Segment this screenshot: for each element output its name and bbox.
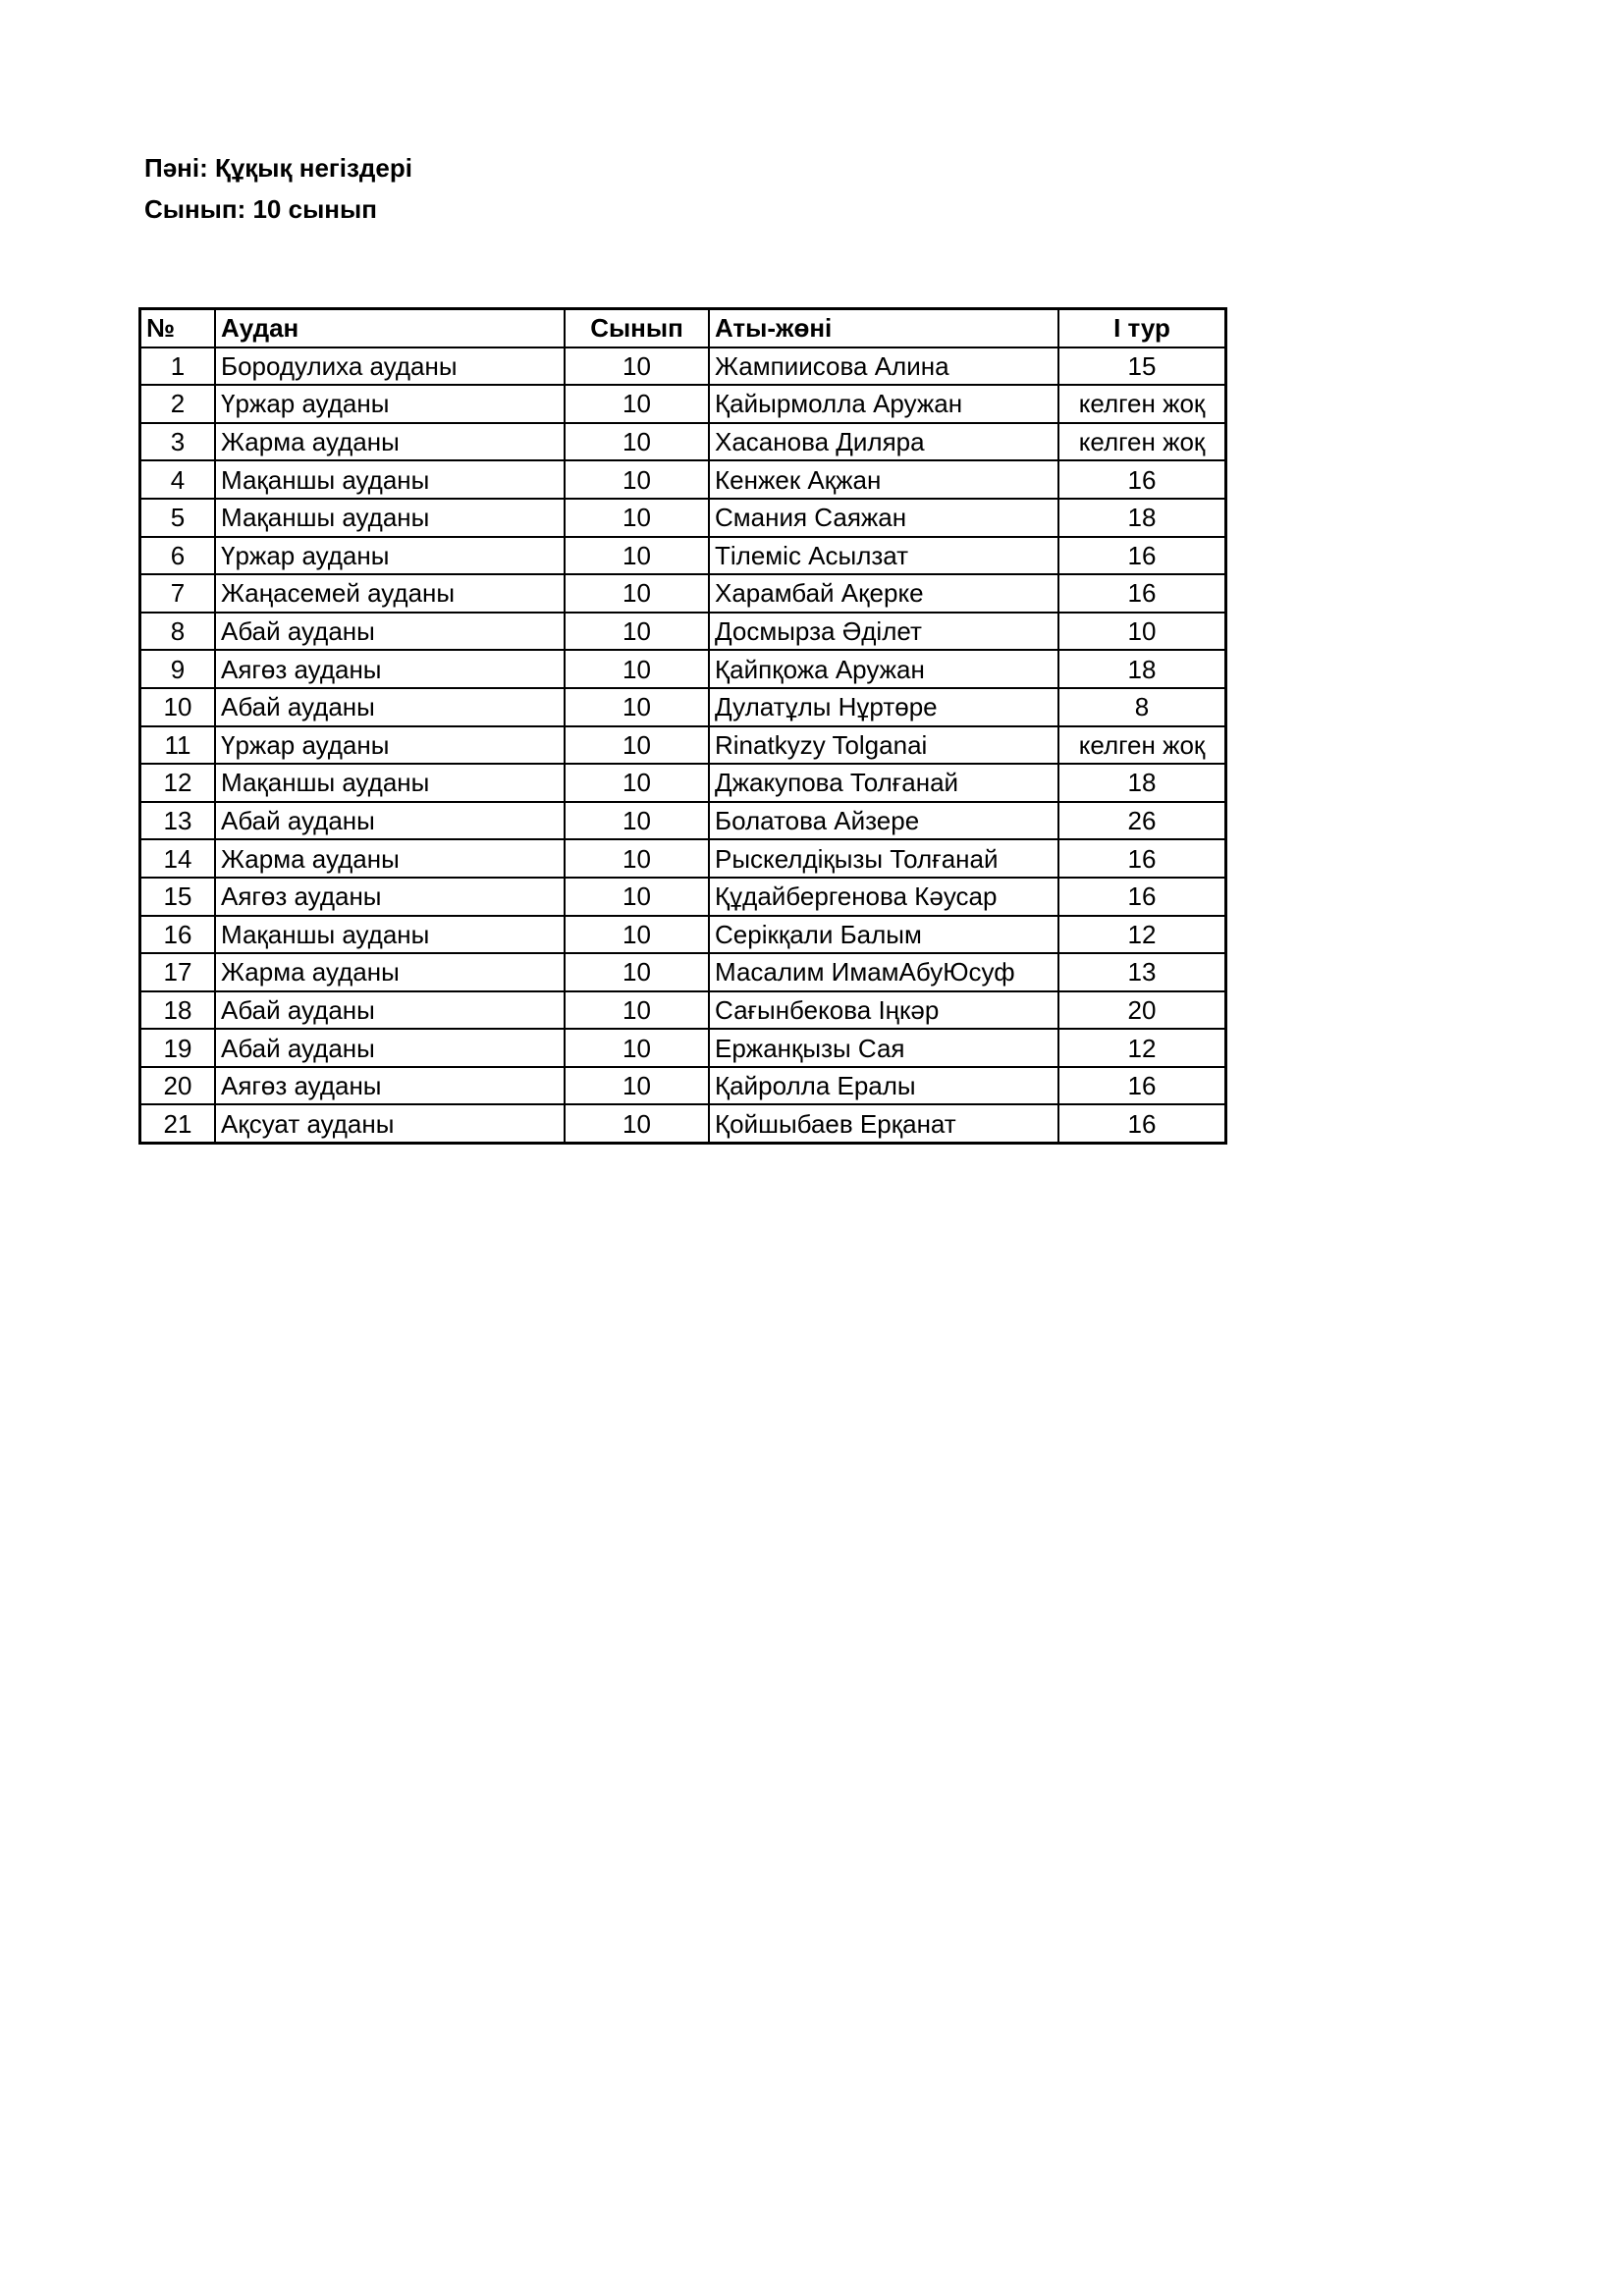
cell-round1: келген жоқ xyxy=(1058,726,1226,765)
document-header xyxy=(144,147,412,230)
cell-name: Қайырмолла Аружан xyxy=(709,385,1058,423)
table-row xyxy=(140,423,1226,461)
table-row xyxy=(140,347,1226,386)
cell-grade: 10 xyxy=(565,688,709,726)
table-row xyxy=(140,764,1226,802)
cell-round1: 16 xyxy=(1058,460,1226,499)
cell-number: 19 xyxy=(140,1029,216,1067)
column-header-round1: І тур xyxy=(1058,309,1226,347)
cell-name: Масалим ИмамАбуЮсуф xyxy=(709,953,1058,991)
cell-district: Жарма ауданы xyxy=(215,423,565,461)
table-row xyxy=(140,726,1226,765)
cell-district: Абай ауданы xyxy=(215,991,565,1030)
cell-round1: 13 xyxy=(1058,953,1226,991)
table-row xyxy=(140,953,1226,991)
table-row xyxy=(140,537,1226,575)
cell-grade: 10 xyxy=(565,613,709,651)
cell-number: 11 xyxy=(140,726,216,765)
table-row xyxy=(140,839,1226,878)
cell-round1: 18 xyxy=(1058,499,1226,537)
column-header-grade: Сынып xyxy=(565,309,709,347)
cell-number: 4 xyxy=(140,460,216,499)
column-header-number: № xyxy=(140,309,216,347)
table-row xyxy=(140,1104,1226,1143)
cell-round1: 20 xyxy=(1058,991,1226,1030)
cell-name: Досмырза Әділет xyxy=(709,613,1058,651)
cell-name: Құдайбергенова Кәусар xyxy=(709,878,1058,916)
cell-grade: 10 xyxy=(565,1067,709,1105)
cell-district: Үржар ауданы xyxy=(215,385,565,423)
cell-grade: 10 xyxy=(565,460,709,499)
cell-grade: 10 xyxy=(565,537,709,575)
cell-name: Джакупова Толғанай xyxy=(709,764,1058,802)
cell-round1: 16 xyxy=(1058,1104,1226,1143)
cell-name: Қайролла Ералы xyxy=(709,1067,1058,1105)
cell-district: Мақаншы ауданы xyxy=(215,499,565,537)
table-row xyxy=(140,385,1226,423)
cell-number: 6 xyxy=(140,537,216,575)
cell-name: Рыскелдіқызы Толғанай xyxy=(709,839,1058,878)
cell-round1: 16 xyxy=(1058,878,1226,916)
table-row xyxy=(140,991,1226,1030)
cell-district: Жарма ауданы xyxy=(215,953,565,991)
cell-name: Харамбай Ақерке xyxy=(709,574,1058,613)
cell-district: Жарма ауданы xyxy=(215,839,565,878)
cell-round1: 12 xyxy=(1058,916,1226,954)
cell-district: Бородулиха ауданы xyxy=(215,347,565,386)
table-row xyxy=(140,1029,1226,1067)
cell-name: Болатова Айзере xyxy=(709,802,1058,840)
cell-grade: 10 xyxy=(565,1029,709,1067)
cell-district: Абай ауданы xyxy=(215,1029,565,1067)
cell-grade: 10 xyxy=(565,650,709,688)
cell-round1: 26 xyxy=(1058,802,1226,840)
cell-name: Жампиисова Алина xyxy=(709,347,1058,386)
cell-round1: 12 xyxy=(1058,1029,1226,1067)
cell-round1: 18 xyxy=(1058,650,1226,688)
cell-grade: 10 xyxy=(565,385,709,423)
cell-name: Rinatkyzy Tolganai xyxy=(709,726,1058,765)
table-row xyxy=(140,613,1226,651)
cell-district: Мақаншы ауданы xyxy=(215,764,565,802)
cell-name: Хасанова Диляра xyxy=(709,423,1058,461)
cell-number: 14 xyxy=(140,839,216,878)
cell-number: 7 xyxy=(140,574,216,613)
cell-round1: 10 xyxy=(1058,613,1226,651)
cell-grade: 10 xyxy=(565,991,709,1030)
cell-grade: 10 xyxy=(565,574,709,613)
cell-name: Қайпқожа Аружан xyxy=(709,650,1058,688)
cell-grade: 10 xyxy=(565,878,709,916)
cell-name: Сағынбекова Іңкәр xyxy=(709,991,1058,1030)
table-row xyxy=(140,460,1226,499)
cell-name: Смания Саяжан xyxy=(709,499,1058,537)
cell-district: Абай ауданы xyxy=(215,802,565,840)
cell-round1: 15 xyxy=(1058,347,1226,386)
table-body xyxy=(140,347,1226,1144)
cell-name: Қойшыбаев Ерқанат xyxy=(709,1104,1058,1143)
cell-number: 3 xyxy=(140,423,216,461)
cell-grade: 10 xyxy=(565,802,709,840)
cell-number: 9 xyxy=(140,650,216,688)
cell-grade: 10 xyxy=(565,423,709,461)
table-row xyxy=(140,650,1226,688)
cell-grade: 10 xyxy=(565,347,709,386)
cell-number: 1 xyxy=(140,347,216,386)
cell-district: Мақаншы ауданы xyxy=(215,460,565,499)
table-row xyxy=(140,688,1226,726)
cell-number: 2 xyxy=(140,385,216,423)
cell-round1: 16 xyxy=(1058,574,1226,613)
table-row xyxy=(140,574,1226,613)
cell-district: Абай ауданы xyxy=(215,688,565,726)
cell-grade: 10 xyxy=(565,764,709,802)
cell-grade: 10 xyxy=(565,953,709,991)
cell-round1: 16 xyxy=(1058,839,1226,878)
table-row xyxy=(140,499,1226,537)
table-row xyxy=(140,1067,1226,1105)
table-row xyxy=(140,802,1226,840)
column-header-district: Аудан xyxy=(215,309,565,347)
table-row xyxy=(140,878,1226,916)
cell-district: Аягөз ауданы xyxy=(215,878,565,916)
cell-district: Жаңасемей ауданы xyxy=(215,574,565,613)
cell-district: Үржар ауданы xyxy=(215,537,565,575)
cell-grade: 10 xyxy=(565,1104,709,1143)
cell-round1: 16 xyxy=(1058,537,1226,575)
cell-district: Абай ауданы xyxy=(215,613,565,651)
cell-number: 18 xyxy=(140,991,216,1030)
cell-number: 20 xyxy=(140,1067,216,1105)
cell-name: Тілеміс Асылзат xyxy=(709,537,1058,575)
cell-number: 10 xyxy=(140,688,216,726)
grade-title: Сынып: 10 сынып xyxy=(144,194,377,224)
cell-number: 12 xyxy=(140,764,216,802)
subject-title: Пәні: Құқық негіздері xyxy=(144,153,412,183)
cell-round1: 18 xyxy=(1058,764,1226,802)
cell-district: Аягөз ауданы xyxy=(215,1067,565,1105)
column-header-name: Аты-жөні xyxy=(709,309,1058,347)
results-table xyxy=(138,307,1227,1145)
cell-district: Аягөз ауданы xyxy=(215,650,565,688)
cell-district: Мақаншы ауданы xyxy=(215,916,565,954)
cell-number: 17 xyxy=(140,953,216,991)
cell-round1: келген жоқ xyxy=(1058,423,1226,461)
cell-number: 16 xyxy=(140,916,216,954)
cell-name: Ержанқызы Сая xyxy=(709,1029,1058,1067)
cell-number: 15 xyxy=(140,878,216,916)
cell-grade: 10 xyxy=(565,726,709,765)
cell-number: 13 xyxy=(140,802,216,840)
table-header-row xyxy=(140,309,1226,347)
cell-district: Ақсуат ауданы xyxy=(215,1104,565,1143)
cell-name: Кенжек Ақжан xyxy=(709,460,1058,499)
table-row xyxy=(140,916,1226,954)
cell-grade: 10 xyxy=(565,499,709,537)
cell-number: 8 xyxy=(140,613,216,651)
cell-district: Үржар ауданы xyxy=(215,726,565,765)
cell-round1: келген жоқ xyxy=(1058,385,1226,423)
cell-grade: 10 xyxy=(565,839,709,878)
cell-round1: 8 xyxy=(1058,688,1226,726)
cell-name: Дулатұлы Нұртөре xyxy=(709,688,1058,726)
cell-grade: 10 xyxy=(565,916,709,954)
cell-name: Серікқали Балым xyxy=(709,916,1058,954)
cell-number: 21 xyxy=(140,1104,216,1143)
cell-round1: 16 xyxy=(1058,1067,1226,1105)
cell-number: 5 xyxy=(140,499,216,537)
